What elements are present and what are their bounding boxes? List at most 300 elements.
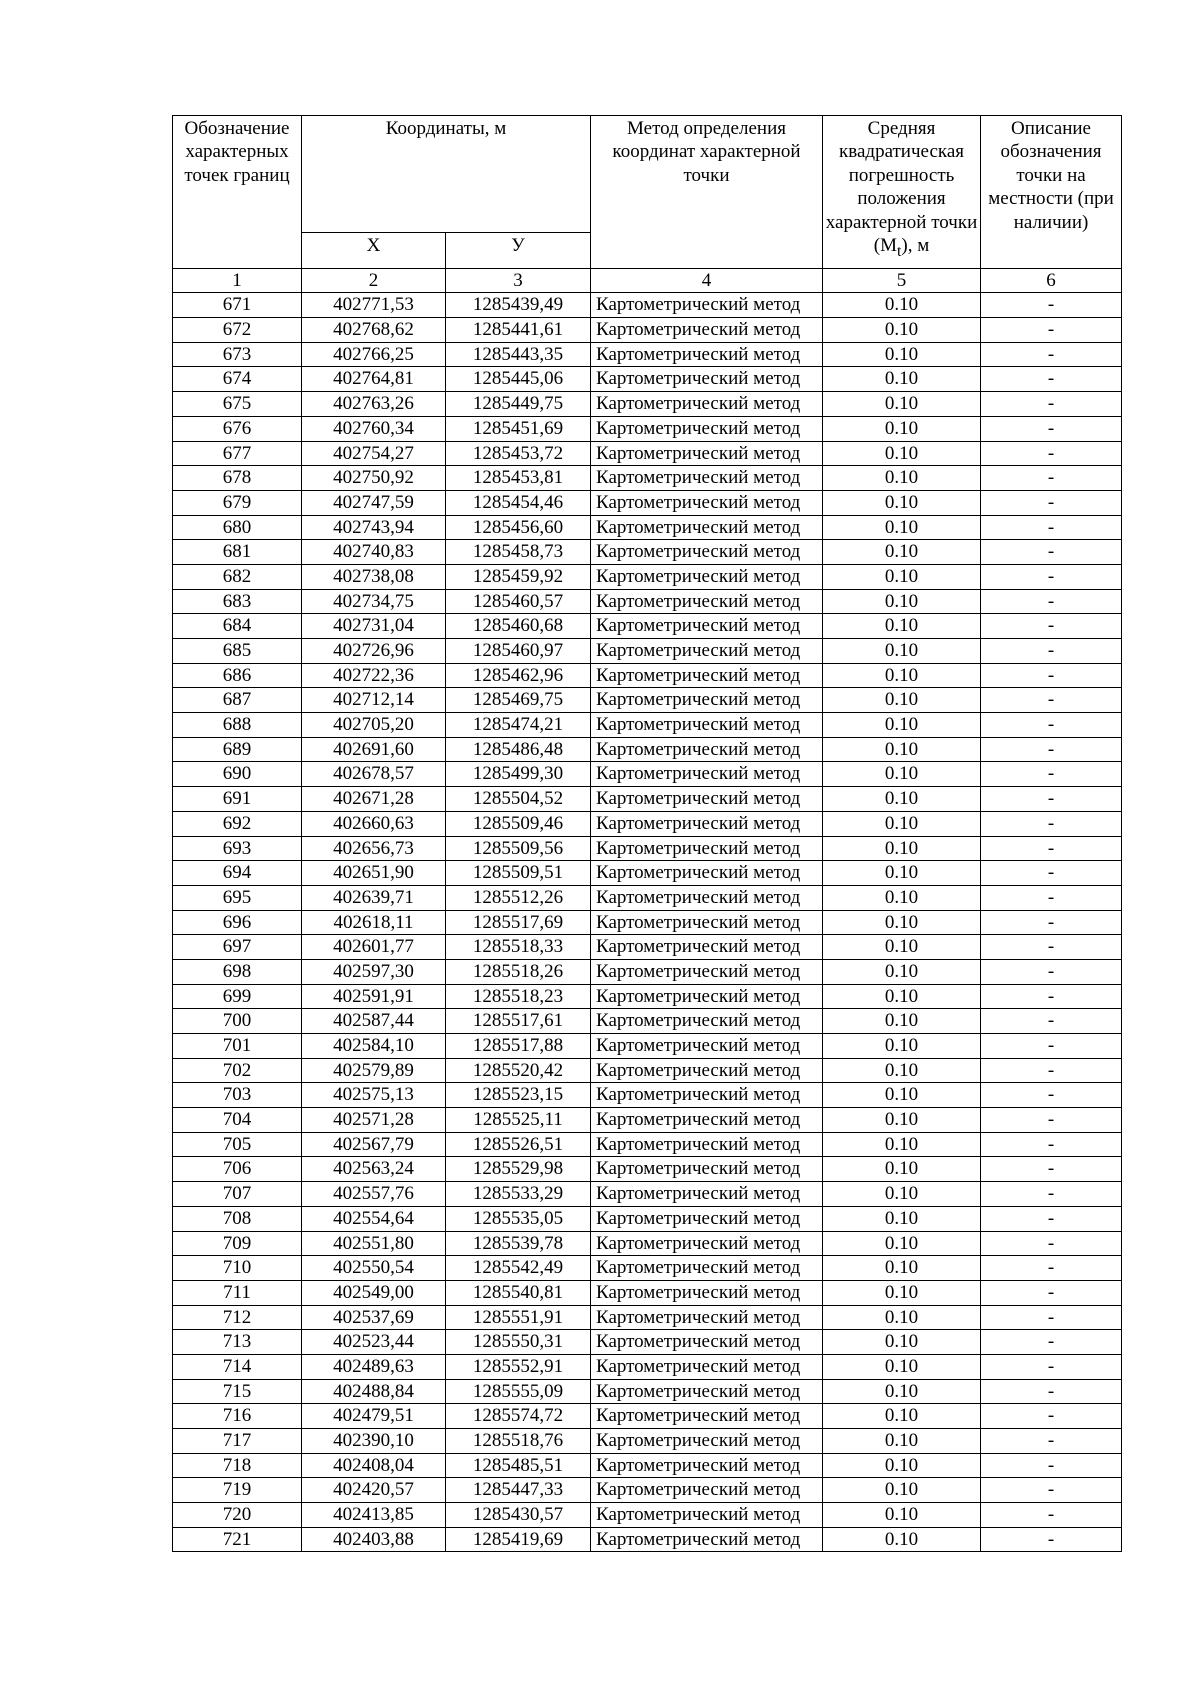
- method-cell: Картометрический метод: [591, 1354, 823, 1379]
- y-coordinate-cell: 1285550,31: [446, 1330, 591, 1355]
- method-cell: Картометрический метод: [591, 1305, 823, 1330]
- description-cell: -: [981, 1231, 1122, 1256]
- table-row: [173, 515, 1122, 540]
- column-number: 6: [981, 269, 1122, 293]
- y-coordinate-cell: 1285441,61: [446, 318, 591, 343]
- point-id-cell: 689: [173, 737, 302, 762]
- column-number: 2: [302, 269, 446, 293]
- column-number: 1: [173, 269, 302, 293]
- precision-cell: 0.10: [823, 293, 981, 318]
- precision-cell: 0.10: [823, 737, 981, 762]
- y-coordinate-cell: 1285551,91: [446, 1305, 591, 1330]
- method-cell: Картометрический метод: [591, 787, 823, 812]
- precision-cell: 0.10: [823, 1009, 981, 1034]
- description-cell: -: [981, 861, 1122, 886]
- description-cell: -: [981, 1157, 1122, 1182]
- description-cell: -: [981, 1429, 1122, 1454]
- precision-cell: 0.10: [823, 639, 981, 664]
- method-cell: Картометрический метод: [591, 713, 823, 738]
- method-cell: Картометрический метод: [591, 564, 823, 589]
- method-cell: Картометрический метод: [591, 1330, 823, 1355]
- method-cell: Картометрический метод: [591, 367, 823, 392]
- description-cell: -: [981, 367, 1122, 392]
- x-coordinate-cell: 402597,30: [302, 959, 446, 984]
- description-cell: -: [981, 1478, 1122, 1503]
- y-coordinate-cell: 1285445,06: [446, 367, 591, 392]
- method-cell: Картометрический метод: [591, 737, 823, 762]
- precision-cell: 0.10: [823, 1058, 981, 1083]
- table-row: [173, 589, 1122, 614]
- header-row: [173, 116, 1122, 233]
- method-cell: Картометрический метод: [591, 1108, 823, 1133]
- table-row: [173, 1132, 1122, 1157]
- table-row: [173, 1429, 1122, 1454]
- precision-cell: 0.10: [823, 1330, 981, 1355]
- header-coordinates: Координаты, м: [302, 116, 591, 233]
- method-cell: Картометрический метод: [591, 663, 823, 688]
- x-coordinate-cell: 402549,00: [302, 1280, 446, 1305]
- method-cell: Картометрический метод: [591, 416, 823, 441]
- y-coordinate-cell: 1285474,21: [446, 713, 591, 738]
- description-cell: -: [981, 762, 1122, 787]
- description-cell: -: [981, 1132, 1122, 1157]
- point-id-cell: 719: [173, 1478, 302, 1503]
- precision-cell: 0.10: [823, 1305, 981, 1330]
- description-cell: -: [981, 959, 1122, 984]
- table-row: [173, 1231, 1122, 1256]
- method-cell: Картометрический метод: [591, 515, 823, 540]
- description-cell: -: [981, 984, 1122, 1009]
- table-row: [173, 1182, 1122, 1207]
- table-row: [173, 1083, 1122, 1108]
- header-precision-prefix: Средняя квадратическая погрешность положения характерной точки (М: [825, 118, 978, 257]
- description-cell: -: [981, 1280, 1122, 1305]
- table-row: [173, 1354, 1122, 1379]
- precision-cell: 0.10: [823, 1083, 981, 1108]
- method-cell: Картометрический метод: [591, 1429, 823, 1454]
- table-row: [173, 1280, 1122, 1305]
- x-coordinate-cell: 402488,84: [302, 1379, 446, 1404]
- precision-cell: 0.10: [823, 490, 981, 515]
- column-numbers-row: [173, 269, 1122, 293]
- table-body: [173, 269, 1122, 1552]
- description-cell: -: [981, 737, 1122, 762]
- method-cell: Картометрический метод: [591, 1256, 823, 1281]
- method-cell: Картометрический метод: [591, 1478, 823, 1503]
- x-coordinate-cell: 402705,20: [302, 713, 446, 738]
- point-id-cell: 695: [173, 885, 302, 910]
- table-row: [173, 1453, 1122, 1478]
- y-coordinate-cell: 1285485,51: [446, 1453, 591, 1478]
- x-coordinate-cell: 402403,88: [302, 1527, 446, 1552]
- y-coordinate-cell: 1285512,26: [446, 885, 591, 910]
- precision-cell: 0.10: [823, 762, 981, 787]
- y-coordinate-cell: 1285460,68: [446, 614, 591, 639]
- description-cell: -: [981, 564, 1122, 589]
- method-cell: Картометрический метод: [591, 1034, 823, 1059]
- table-row: [173, 392, 1122, 417]
- point-id-cell: 678: [173, 466, 302, 491]
- description-cell: -: [981, 490, 1122, 515]
- point-id-cell: 712: [173, 1305, 302, 1330]
- point-id-cell: 674: [173, 367, 302, 392]
- table-row: [173, 540, 1122, 565]
- x-coordinate-cell: 402766,25: [302, 342, 446, 367]
- method-cell: Картометрический метод: [591, 688, 823, 713]
- x-coordinate-cell: 402420,57: [302, 1478, 446, 1503]
- y-coordinate-cell: 1285535,05: [446, 1206, 591, 1231]
- point-id-cell: 701: [173, 1034, 302, 1059]
- point-id-cell: 680: [173, 515, 302, 540]
- table-row: [173, 935, 1122, 960]
- precision-cell: 0.10: [823, 935, 981, 960]
- point-id-cell: 715: [173, 1379, 302, 1404]
- method-cell: Картометрический метод: [591, 885, 823, 910]
- description-cell: -: [981, 1083, 1122, 1108]
- x-coordinate-cell: 402691,60: [302, 737, 446, 762]
- table-row: [173, 416, 1122, 441]
- x-coordinate-cell: 402601,77: [302, 935, 446, 960]
- header-precision-suffix: ), м: [901, 235, 930, 257]
- x-coordinate-cell: 402764,81: [302, 367, 446, 392]
- method-cell: Картометрический метод: [591, 811, 823, 836]
- precision-cell: 0.10: [823, 1206, 981, 1231]
- point-id-cell: 676: [173, 416, 302, 441]
- y-coordinate-cell: 1285460,97: [446, 639, 591, 664]
- point-id-cell: 700: [173, 1009, 302, 1034]
- x-coordinate-cell: 402743,94: [302, 515, 446, 540]
- header-y: У: [446, 233, 591, 269]
- table-row: [173, 688, 1122, 713]
- description-cell: -: [981, 1305, 1122, 1330]
- x-coordinate-cell: 402671,28: [302, 787, 446, 812]
- point-id-cell: 681: [173, 540, 302, 565]
- y-coordinate-cell: 1285517,88: [446, 1034, 591, 1059]
- table-row: [173, 1034, 1122, 1059]
- method-cell: Картометрический метод: [591, 293, 823, 318]
- description-cell: -: [981, 318, 1122, 343]
- y-coordinate-cell: 1285447,33: [446, 1478, 591, 1503]
- description-cell: -: [981, 1256, 1122, 1281]
- description-cell: -: [981, 688, 1122, 713]
- point-id-cell: 716: [173, 1404, 302, 1429]
- description-cell: -: [981, 935, 1122, 960]
- table-row: [173, 861, 1122, 886]
- point-id-cell: 673: [173, 342, 302, 367]
- x-coordinate-cell: 402571,28: [302, 1108, 446, 1133]
- table-row: [173, 1256, 1122, 1281]
- point-id-cell: 691: [173, 787, 302, 812]
- point-id-cell: 698: [173, 959, 302, 984]
- description-cell: -: [981, 910, 1122, 935]
- table-row: [173, 1206, 1122, 1231]
- precision-cell: 0.10: [823, 318, 981, 343]
- precision-cell: 0.10: [823, 787, 981, 812]
- table-row: [173, 639, 1122, 664]
- method-cell: Картометрический метод: [591, 1280, 823, 1305]
- y-coordinate-cell: 1285419,69: [446, 1527, 591, 1552]
- y-coordinate-cell: 1285555,09: [446, 1379, 591, 1404]
- x-coordinate-cell: 402678,57: [302, 762, 446, 787]
- precision-cell: 0.10: [823, 1108, 981, 1133]
- x-coordinate-cell: 402750,92: [302, 466, 446, 491]
- method-cell: Картометрический метод: [591, 1404, 823, 1429]
- y-coordinate-cell: 1285542,49: [446, 1256, 591, 1281]
- y-coordinate-cell: 1285459,92: [446, 564, 591, 589]
- x-coordinate-cell: 402734,75: [302, 589, 446, 614]
- point-id-cell: 690: [173, 762, 302, 787]
- point-id-cell: 714: [173, 1354, 302, 1379]
- point-id-cell: 683: [173, 589, 302, 614]
- method-cell: Картометрический метод: [591, 639, 823, 664]
- y-coordinate-cell: 1285462,96: [446, 663, 591, 688]
- y-coordinate-cell: 1285533,29: [446, 1182, 591, 1207]
- method-cell: Картометрический метод: [591, 1503, 823, 1528]
- precision-cell: 0.10: [823, 1404, 981, 1429]
- y-coordinate-cell: 1285509,51: [446, 861, 591, 886]
- point-id-cell: 692: [173, 811, 302, 836]
- method-cell: Картометрический метод: [591, 466, 823, 491]
- table-row: [173, 984, 1122, 1009]
- description-cell: -: [981, 1527, 1122, 1552]
- y-coordinate-cell: 1285523,15: [446, 1083, 591, 1108]
- y-coordinate-cell: 1285509,46: [446, 811, 591, 836]
- y-coordinate-cell: 1285458,73: [446, 540, 591, 565]
- point-id-cell: 696: [173, 910, 302, 935]
- x-coordinate-cell: 402639,71: [302, 885, 446, 910]
- description-cell: -: [981, 342, 1122, 367]
- x-coordinate-cell: 402712,14: [302, 688, 446, 713]
- description-cell: -: [981, 811, 1122, 836]
- y-coordinate-cell: 1285517,61: [446, 1009, 591, 1034]
- y-coordinate-cell: 1285520,42: [446, 1058, 591, 1083]
- precision-cell: 0.10: [823, 1132, 981, 1157]
- description-cell: -: [981, 663, 1122, 688]
- x-coordinate-cell: 402584,10: [302, 1034, 446, 1059]
- precision-cell: 0.10: [823, 1182, 981, 1207]
- method-cell: Картометрический метод: [591, 1132, 823, 1157]
- point-id-cell: 705: [173, 1132, 302, 1157]
- point-id-cell: 717: [173, 1429, 302, 1454]
- point-id-cell: 686: [173, 663, 302, 688]
- y-coordinate-cell: 1285486,48: [446, 737, 591, 762]
- point-id-cell: 694: [173, 861, 302, 886]
- method-cell: Картометрический метод: [591, 836, 823, 861]
- table-row: [173, 737, 1122, 762]
- y-coordinate-cell: 1285449,75: [446, 392, 591, 417]
- description-cell: -: [981, 1453, 1122, 1478]
- precision-cell: 0.10: [823, 392, 981, 417]
- description-cell: -: [981, 614, 1122, 639]
- method-cell: Картометрический метод: [591, 490, 823, 515]
- description-cell: -: [981, 639, 1122, 664]
- x-coordinate-cell: 402390,10: [302, 1429, 446, 1454]
- x-coordinate-cell: 402579,89: [302, 1058, 446, 1083]
- precision-cell: 0.10: [823, 688, 981, 713]
- point-id-cell: 685: [173, 639, 302, 664]
- y-coordinate-cell: 1285460,57: [446, 589, 591, 614]
- point-id-cell: 693: [173, 836, 302, 861]
- x-coordinate-cell: 402587,44: [302, 1009, 446, 1034]
- x-coordinate-cell: 402731,04: [302, 614, 446, 639]
- point-id-cell: 721: [173, 1527, 302, 1552]
- column-number: 4: [591, 269, 823, 293]
- description-cell: -: [981, 1503, 1122, 1528]
- point-id-cell: 703: [173, 1083, 302, 1108]
- point-id-cell: 706: [173, 1157, 302, 1182]
- point-id-cell: 707: [173, 1182, 302, 1207]
- description-cell: -: [981, 885, 1122, 910]
- x-coordinate-cell: 402747,59: [302, 490, 446, 515]
- description-cell: -: [981, 1182, 1122, 1207]
- column-number: 3: [446, 269, 591, 293]
- method-cell: Картометрический метод: [591, 392, 823, 417]
- method-cell: Картометрический метод: [591, 959, 823, 984]
- description-cell: -: [981, 713, 1122, 738]
- x-coordinate-cell: 402660,63: [302, 811, 446, 836]
- point-id-cell: 702: [173, 1058, 302, 1083]
- description-cell: -: [981, 1330, 1122, 1355]
- description-cell: -: [981, 515, 1122, 540]
- y-coordinate-cell: 1285453,81: [446, 466, 591, 491]
- description-cell: -: [981, 1404, 1122, 1429]
- x-coordinate-cell: 402537,69: [302, 1305, 446, 1330]
- header-description: Описание обозначения точки на местности (при наличии): [981, 116, 1122, 269]
- y-coordinate-cell: 1285552,91: [446, 1354, 591, 1379]
- x-coordinate-cell: 402771,53: [302, 293, 446, 318]
- x-coordinate-cell: 402740,83: [302, 540, 446, 565]
- y-coordinate-cell: 1285499,30: [446, 762, 591, 787]
- table-row: [173, 490, 1122, 515]
- table-row: [173, 1305, 1122, 1330]
- column-number: 5: [823, 269, 981, 293]
- x-coordinate-cell: 402651,90: [302, 861, 446, 886]
- x-coordinate-cell: 402567,79: [302, 1132, 446, 1157]
- precision-cell: 0.10: [823, 466, 981, 491]
- y-coordinate-cell: 1285540,81: [446, 1280, 591, 1305]
- description-cell: -: [981, 392, 1122, 417]
- table-row: [173, 713, 1122, 738]
- description-cell: -: [981, 1009, 1122, 1034]
- y-coordinate-cell: 1285504,52: [446, 787, 591, 812]
- table-row: [173, 959, 1122, 984]
- method-cell: Картометрический метод: [591, 1206, 823, 1231]
- point-id-cell: 675: [173, 392, 302, 417]
- point-id-cell: 708: [173, 1206, 302, 1231]
- method-cell: Картометрический метод: [591, 614, 823, 639]
- precision-cell: 0.10: [823, 1034, 981, 1059]
- x-coordinate-cell: 402768,62: [302, 318, 446, 343]
- x-coordinate-cell: 402575,13: [302, 1083, 446, 1108]
- precision-cell: 0.10: [823, 342, 981, 367]
- table-row: [173, 1379, 1122, 1404]
- y-coordinate-cell: 1285456,60: [446, 515, 591, 540]
- description-cell: -: [981, 416, 1122, 441]
- precision-cell: 0.10: [823, 910, 981, 935]
- description-cell: -: [981, 293, 1122, 318]
- x-coordinate-cell: 402656,73: [302, 836, 446, 861]
- x-coordinate-cell: 402523,44: [302, 1330, 446, 1355]
- point-id-cell: 697: [173, 935, 302, 960]
- method-cell: Картометрический метод: [591, 1453, 823, 1478]
- precision-cell: 0.10: [823, 713, 981, 738]
- point-id-cell: 709: [173, 1231, 302, 1256]
- x-coordinate-cell: 402551,80: [302, 1231, 446, 1256]
- method-cell: Картометрический метод: [591, 1231, 823, 1256]
- point-id-cell: 671: [173, 293, 302, 318]
- method-cell: Картометрический метод: [591, 1379, 823, 1404]
- precision-cell: 0.10: [823, 1503, 981, 1528]
- x-coordinate-cell: 402550,54: [302, 1256, 446, 1281]
- method-cell: Картометрический метод: [591, 540, 823, 565]
- precision-cell: 0.10: [823, 1527, 981, 1552]
- description-cell: -: [981, 1108, 1122, 1133]
- table-row: [173, 1009, 1122, 1034]
- y-coordinate-cell: 1285443,35: [446, 342, 591, 367]
- y-coordinate-cell: 1285525,11: [446, 1108, 591, 1133]
- x-coordinate-cell: 402563,24: [302, 1157, 446, 1182]
- table-row: [173, 1157, 1122, 1182]
- table-row: [173, 1478, 1122, 1503]
- header-x: Х: [302, 233, 446, 269]
- table-row: [173, 811, 1122, 836]
- y-coordinate-cell: 1285439,49: [446, 293, 591, 318]
- precision-cell: 0.10: [823, 1354, 981, 1379]
- point-id-cell: 688: [173, 713, 302, 738]
- table-row: [173, 614, 1122, 639]
- y-coordinate-cell: 1285509,56: [446, 836, 591, 861]
- precision-cell: 0.10: [823, 1256, 981, 1281]
- table-row: [173, 1404, 1122, 1429]
- y-coordinate-cell: 1285469,75: [446, 688, 591, 713]
- method-cell: Картометрический метод: [591, 762, 823, 787]
- y-coordinate-cell: 1285539,78: [446, 1231, 591, 1256]
- y-coordinate-cell: 1285518,26: [446, 959, 591, 984]
- point-id-cell: 684: [173, 614, 302, 639]
- precision-cell: 0.10: [823, 1157, 981, 1182]
- precision-cell: 0.10: [823, 885, 981, 910]
- point-id-cell: 710: [173, 1256, 302, 1281]
- y-coordinate-cell: 1285453,72: [446, 441, 591, 466]
- precision-cell: 0.10: [823, 836, 981, 861]
- description-cell: -: [981, 1206, 1122, 1231]
- description-cell: -: [981, 540, 1122, 565]
- table-row: [173, 663, 1122, 688]
- method-cell: Картометрический метод: [591, 342, 823, 367]
- point-id-cell: 704: [173, 1108, 302, 1133]
- point-id-cell: 687: [173, 688, 302, 713]
- precision-cell: 0.10: [823, 540, 981, 565]
- method-cell: Картометрический метод: [591, 1083, 823, 1108]
- description-cell: -: [981, 787, 1122, 812]
- header-precision-sub: t: [897, 242, 902, 260]
- x-coordinate-cell: 402618,11: [302, 910, 446, 935]
- method-cell: Картометрический метод: [591, 1527, 823, 1552]
- description-cell: -: [981, 1354, 1122, 1379]
- x-coordinate-cell: 402408,04: [302, 1453, 446, 1478]
- precision-cell: 0.10: [823, 416, 981, 441]
- method-cell: Картометрический метод: [591, 1058, 823, 1083]
- point-id-cell: 699: [173, 984, 302, 1009]
- precision-cell: 0.10: [823, 1231, 981, 1256]
- precision-cell: 0.10: [823, 515, 981, 540]
- coordinates-table: [172, 115, 1122, 1552]
- precision-cell: 0.10: [823, 1429, 981, 1454]
- table-row: [173, 787, 1122, 812]
- x-coordinate-cell: 402554,64: [302, 1206, 446, 1231]
- header-precision: [823, 116, 981, 269]
- y-coordinate-cell: 1285518,76: [446, 1429, 591, 1454]
